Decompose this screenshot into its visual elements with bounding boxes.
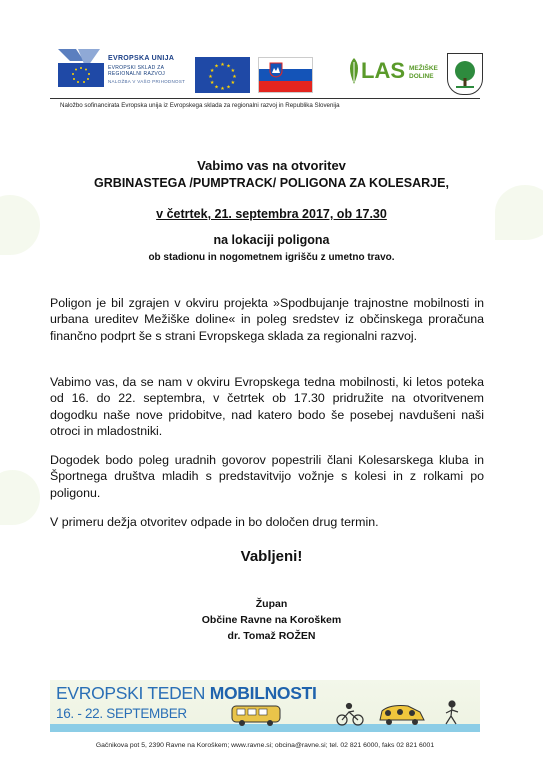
closing-line: Vabljeni! xyxy=(240,548,303,565)
svg-text:★: ★ xyxy=(232,74,237,80)
svg-text:★: ★ xyxy=(214,84,219,91)
funding-note: Naložbo sofinancirata Evropska unija iz Evropskega sklada za regionalni razvoj in Republika Slovenija xyxy=(60,102,340,109)
eu-logo-line: EVROPSKA UNIJA xyxy=(108,55,175,62)
banner-title-emphasis: MOBILNOSTI xyxy=(209,683,317,703)
svg-text:★: ★ xyxy=(220,62,225,68)
background-leaf xyxy=(0,470,40,525)
las-wordmark: LAS xyxy=(361,58,405,83)
las-subtitle: DOLINE xyxy=(409,73,434,80)
bicycle-icon xyxy=(337,704,363,726)
event-location-detail: ob stadionu in nogometnem igrišču z umetno travo. xyxy=(148,252,395,263)
signature-organization: Občine Ravne na Koroškem xyxy=(201,614,342,626)
banner-dates: 16. - 22. SEPTEMBER xyxy=(56,706,187,721)
svg-text:★: ★ xyxy=(230,68,236,74)
paragraph: V primeru dežja otvoritev odpade in bo določen drug termin. xyxy=(50,515,379,529)
svg-text:★: ★ xyxy=(208,74,213,80)
svg-text:★: ★ xyxy=(209,80,215,86)
header-divider xyxy=(50,98,480,99)
walker-icon xyxy=(446,701,458,724)
eu-fund-emblem-icon xyxy=(56,47,114,89)
eu-flag xyxy=(195,57,250,93)
event-date: v četrtek, 21. septembra 2017, ob 17.30 xyxy=(156,207,387,221)
eu-stars-icon xyxy=(195,57,250,93)
svg-text:★: ★ xyxy=(226,63,231,70)
paragraph: Dogodek bodo poleg uradnih govorov popestrili člani Kolesarskega kluba in Športnega društva mladih s predstavitvijo vožnje s kolesi in z rolkami po poligonu. xyxy=(50,453,484,500)
paragraph: Poligon je bil zgrajen v okviru projekta »Spodbujanje trajnostne mobilnosti in urbana ureditev Mežiške doline« in poleg sredstev iz občinskega proračuna finančno podprt še s strani Evropskega sklada za regionalni razvoj. xyxy=(50,296,484,343)
tree-icon xyxy=(448,54,482,94)
paragraph: Vabimo vas, da se nam v okviru Evropskega tedna mobilnosti, ki letos poteka od 16. do 22. septembra, v četrtek ob 17.30 pridružite na otvoritvenem dogodku naše nove pridobitve, nad katero bodo še posebej navdušeni naši otroci in mladostniki. xyxy=(50,375,484,438)
eu-fund-logo xyxy=(56,47,186,103)
signature-title: Župan xyxy=(255,598,288,610)
svg-text:★: ★ xyxy=(220,86,225,92)
ravne-coat-of-arms xyxy=(447,53,483,95)
svg-text:★: ★ xyxy=(209,68,215,74)
svg-text:★: ★ xyxy=(230,80,236,86)
eu-logo-line: EVROPSKI SKLAD ZA xyxy=(108,65,165,71)
eu-logo-line: NALOŽBA V VAŠO PRIHODNOST xyxy=(108,79,186,84)
svg-text:★: ★ xyxy=(214,63,219,70)
svg-text:★: ★ xyxy=(226,84,231,91)
mobility-week-banner xyxy=(50,680,480,732)
invitation-heading: Vabimo vas na otvoritev xyxy=(197,158,346,173)
slovenia-flag xyxy=(258,57,313,93)
event-location: na lokaciji poligona xyxy=(213,233,330,247)
las-logo xyxy=(345,52,440,92)
banner-vehicles-icon xyxy=(230,698,480,728)
bus-icon xyxy=(232,706,280,726)
car-icon xyxy=(380,706,424,725)
banner-title-part: EVROPSKI TEDEN xyxy=(56,683,210,703)
event-subject: GRBINASTEGA /PUMPTRACK/ POLIGONA ZA KOLESARJE, xyxy=(94,176,449,190)
las-subtitle: MEŽIŠKE xyxy=(409,65,438,72)
footer-address: Gačnikova pot 5, 2390 Ravne na Koroškem; www.ravne.si; obcina@ravne.si; tel. 02 821 6000, faks 02 821 6001 xyxy=(95,742,435,749)
eu-logo-line: REGIONALNI RAZVOJ xyxy=(108,71,166,77)
slovenia-coat-of-arms-icon xyxy=(269,62,283,78)
signature-name: dr. Tomaž ROŽEN xyxy=(227,630,316,642)
